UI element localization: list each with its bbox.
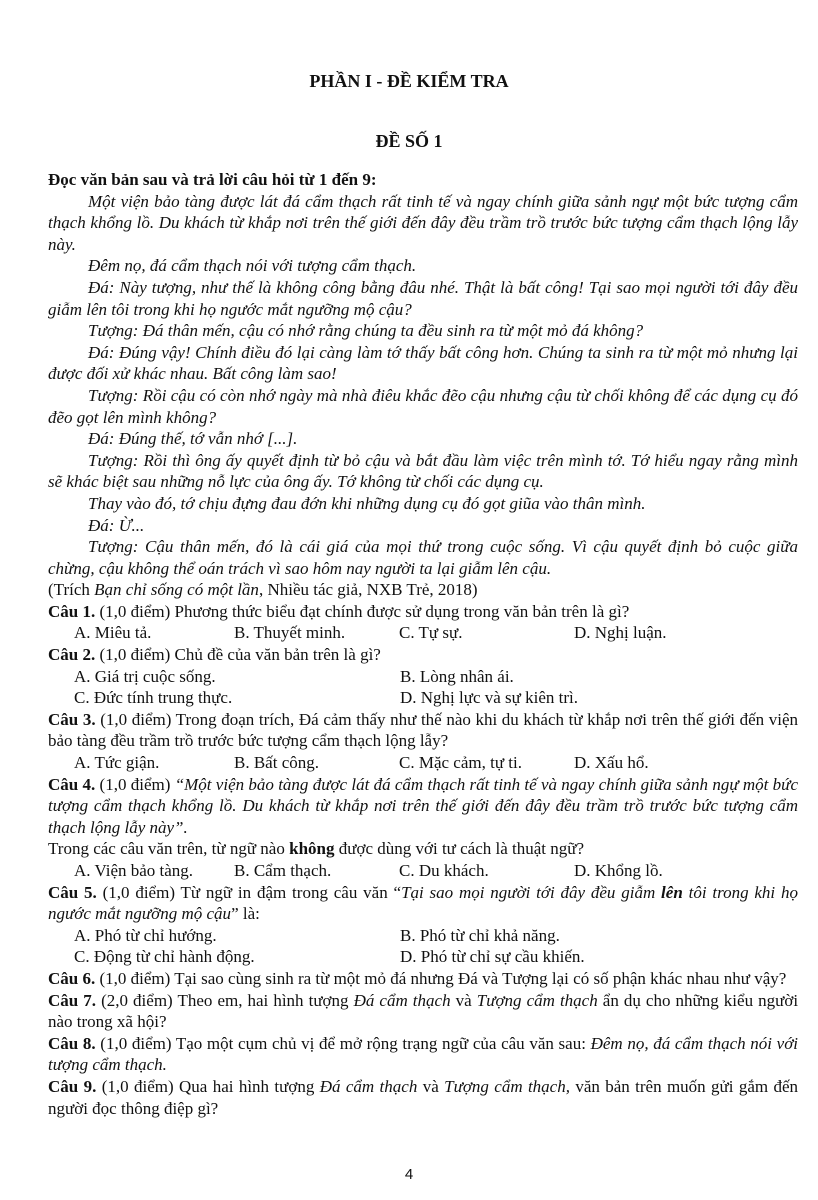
option-a[interactable]: A. Tức giận. — [74, 753, 160, 773]
passage-paragraph: Tượng: Rồi cậu có còn nhớ ngày mà nhà điêu khắc đẽo cậu nhưng cậu từ chối không để các dụng cụ đó đẽo gọt lên mình không? — [48, 385, 798, 427]
passage-source: (Trích Bạn chỉ sống có một lần, Nhiều tác giả, NXB Trẻ, 2018) — [48, 580, 478, 600]
question-2 — [48, 644, 798, 709]
question-4: Câu 4. (1,0 điểm) “Một viện bảo tàng được lát đá cẩm thạch rất tinh tế và ngay chính giữa sảnh ngự một bức tượng cẩm thạch khổng lồ. Du khách từ khắp nơi trên thế giới đến đây đều trầm trồ trước bức tượng cẩm thạch lộng lẫy này”. Trong các câu văn trên, từ ngữ nào không được dùng với tư cách là thuật ngữ? A. Viện bảo tàng. B. Cẩm thạch. C. Du khách. D. Khổng lồ. — [48, 774, 798, 882]
passage-paragraph: Đêm nọ, đá cẩm thạch nói với tượng cẩm thạch. — [88, 256, 417, 276]
passage-paragraph: Đá: Đúng vậy! Chính điều đó lại càng làm tớ thấy bất công hơn. Chúng ta sinh ra từ một mỏ nhưng lại được đối xử khác nhau. Bất công làm sao! — [48, 342, 798, 384]
option-a[interactable]: A. Viện bảo tàng. — [74, 861, 194, 880]
question-label: Câu 7. — [48, 990, 97, 1010]
option-d[interactable]: D. Phó từ chỉ sự cầu khiến. — [400, 947, 585, 967]
part-title: PHẦN I - ĐỀ KIỂM TRA — [309, 71, 509, 91]
answer-options — [48, 925, 798, 968]
answer-options — [48, 622, 798, 644]
passage-paragraph: Tượng: Rồi thì ông ấy quyết định từ bỏ cậu và bắt đầu làm việc trên mình tớ. Tớ hiểu ngay rằng mình sẽ khác biệt sau những nỗ lực của ông ấy. Tớ không từ chối các dụng cụ. — [48, 450, 798, 492]
passage-paragraph: Thay vào đó, tớ chịu đựng đau đớn khi những dụng cụ đó gọt giũa vào thân mình. — [88, 493, 646, 513]
question-text: (1,0 điểm) Phương thức biểu đạt chính được sử dụng trong văn bản trên là gì? — [95, 601, 630, 621]
question-text: Trong các câu văn trên, từ ngữ nào không được dùng với tư cách là thuật ngữ? — [48, 839, 585, 859]
option-b[interactable]: B. Lòng nhân ái. — [400, 666, 514, 686]
question-8: Câu 8. (1,0 điểm) Tạo một cụm chủ vị để mở rộng trạng ngữ của câu văn sau: Đêm nọ, đá cẩm thạch nói với tượng cẩm thạch. — [48, 1033, 798, 1075]
question-label: Câu 4. — [48, 774, 96, 794]
question-text: (1,0 điểm) Trong đoạn trích, Đá cảm thấy như thế nào khi du khách từ khắp nơi trên thế giới đến viện bảo tàng đều trầm trồ trước bức tượng cẩm thạch lộng lẫy? — [48, 709, 798, 751]
option-d[interactable]: D. Xấu hổ. — [574, 753, 649, 773]
option-b[interactable]: B. Bất công. — [234, 753, 319, 773]
answer-options — [48, 860, 798, 882]
passage-paragraph: Đá: Đúng thế, tớ vẫn nhớ [...]. — [88, 429, 298, 449]
question-label: Câu 2. — [48, 645, 96, 665]
question-5: Câu 5. (1,0 điểm) Từ ngữ in đậm trong câu văn “Tại sao mọi người tới đây đều giẫm lên tôi trong khi họ ngước mắt ngưỡng mộ cậu” là: A. Phó từ chỉ hướng. B. Phó từ chỉ khả năng. C. Động từ chỉ hành động. D. Phó từ chỉ sự cầu khiến. — [48, 882, 798, 968]
option-d[interactable]: D. Khổng lồ. — [574, 861, 663, 880]
question-label: Câu 6. — [48, 968, 96, 988]
question-label: Câu 1. — [48, 601, 96, 621]
option-c[interactable]: C. Mặc cảm, tự ti. — [399, 753, 522, 773]
option-d[interactable]: D. Nghị luận. — [574, 623, 667, 643]
option-c[interactable]: C. Đức tính trung thực. — [74, 688, 233, 708]
page-number: 4 — [404, 1166, 414, 1183]
question-6 — [48, 968, 798, 990]
option-d[interactable]: D. Nghị lực và sự kiên trì. — [400, 688, 579, 708]
question-text: (1,0 điểm) Chủ đề của văn bản trên là gì? — [95, 645, 381, 665]
document-body — [48, 169, 798, 1119]
question-quote: “Một viện bảo tàng được lát đá cẩm thạch rất tinh tế và ngay chính giữa sảnh ngự một bức tượng cẩm thạch khổng lồ. Du khách từ khắp nơi trên thế giới đến đây đều trầm trồ trước bức tượng cẩm thạch lộng lẫy này”. — [48, 774, 798, 837]
passage-paragraph: Một viện bảo tàng được lát đá cẩm thạch rất tinh tế và ngay chính giữa sảnh ngự một bức tượng cẩm thạch khổng lồ. Du khách từ khắp nơi trên thế giới đến đây đều trầm trồ trước bức tượng cẩm thạch lộng lẫy này. — [48, 191, 798, 254]
answer-options — [48, 666, 798, 709]
option-b[interactable]: B. Thuyết minh. — [234, 623, 346, 643]
question-text: (1,0 điểm) Tại sao cùng sinh ra từ một mỏ đá nhưng Đá và Tượng lại có số phận khác nhau như vậy? — [95, 968, 787, 988]
option-c[interactable]: C. Tự sự. — [399, 623, 463, 643]
option-b[interactable]: B. Cẩm thạch. — [234, 861, 332, 880]
option-a[interactable]: A. Giá trị cuộc sống. — [74, 666, 216, 686]
question-label: Câu 9. — [48, 1076, 97, 1096]
option-a[interactable]: A. Phó từ chỉ hướng. — [74, 925, 217, 945]
question-label: Câu 3. — [48, 709, 96, 729]
reading-passage — [48, 191, 798, 601]
passage-paragraph: Đá: Ừ... — [88, 515, 145, 535]
question-9: Câu 9. (1,0 điểm) Qua hai hình tượng Đá cẩm thạch và Tượng cẩm thạch, văn bản trên muốn gửi gắm đến người đọc thông điệp gì? — [48, 1076, 799, 1118]
passage-paragraph: Đá: Này tượng, như thế là không công bằng đâu nhé. Thật là bất công! Tại sao mọi người tới đây đều giẫm lên tôi trong khi họ ngước mắt ngưỡng mộ cậu? — [48, 277, 798, 319]
question-3 — [48, 709, 798, 774]
question-1 — [48, 601, 798, 644]
option-a[interactable]: A. Miêu tả. — [74, 623, 152, 643]
question-7: Câu 7. (2,0 điểm) Theo em, hai hình tượng Đá cẩm thạch và Tượng cẩm thạch ẩn dụ cho những kiểu người nào trong xã hội? — [48, 990, 799, 1032]
option-c[interactable]: C. Du khách. — [399, 861, 489, 880]
question-label: Câu 5. — [48, 882, 97, 902]
reading-instruction: Đọc văn bản sau và trả lời câu hỏi từ 1 đến 9: — [48, 170, 377, 189]
passage-paragraph: Tượng: Cậu thân mến, đó là cái giá của mọi thứ trong cuộc sống. Vì cậu quyết định bỏ cuộc giữa chừng, cậu không thể oán trách vì sao hôm nay người ta lại giẫm lên cậu. — [48, 537, 798, 578]
passage-paragraph: Tượng: Đá thân mến, cậu có nhớ rằng chúng ta đều sinh ra từ một mỏ đá không? — [88, 321, 644, 341]
answer-options — [48, 752, 798, 774]
option-b[interactable]: B. Phó từ chỉ khả năng. — [400, 925, 560, 945]
question-label: Câu 8. — [48, 1033, 96, 1053]
option-c[interactable]: C. Động từ chỉ hành động. — [74, 947, 255, 967]
exam-title: ĐỀ SỐ 1 — [375, 131, 443, 151]
